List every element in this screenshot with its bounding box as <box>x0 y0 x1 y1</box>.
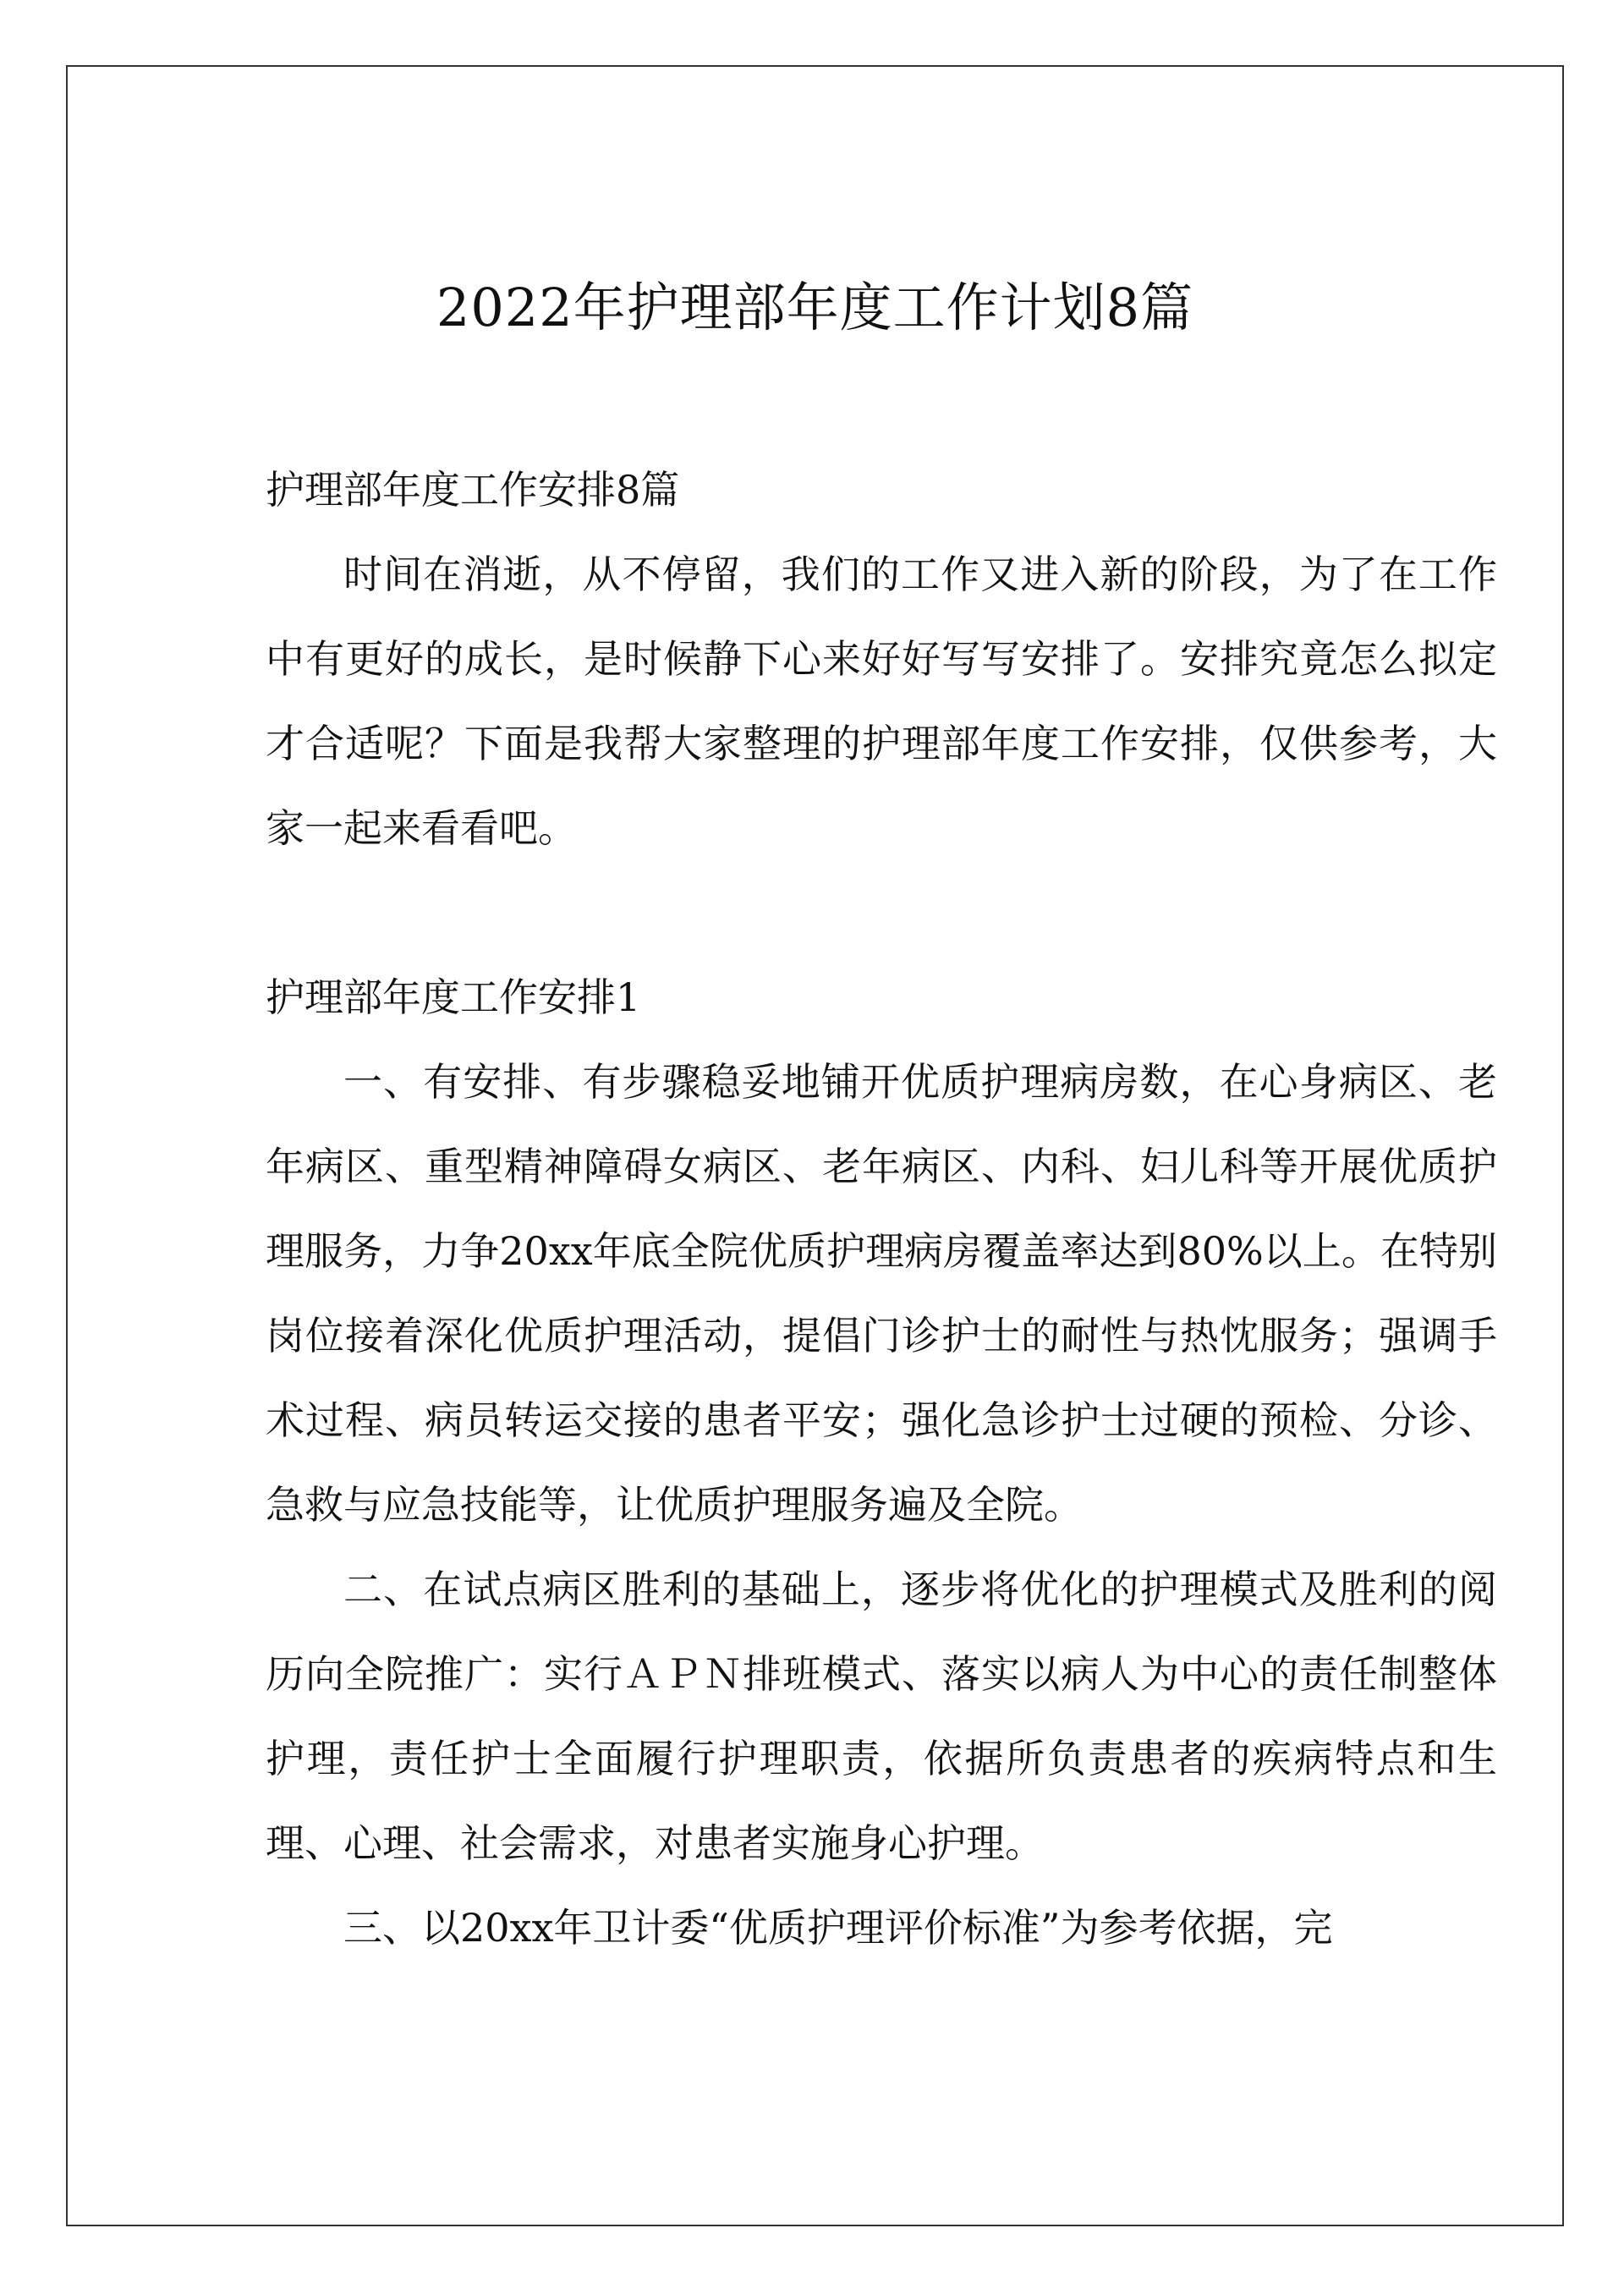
document-subtitle: 护理部年度工作安排8篇 <box>266 467 680 513</box>
page-border <box>66 65 1564 2226</box>
section-spacer <box>266 870 1497 955</box>
document-body <box>266 447 1497 1970</box>
body-paragraph: 一、有安排、有步骤稳妥地铺开优质护理病房数，在心身病区、老年病区、重型精神障碍女病区、老年病区、内科、妇儿科等开展优质护理服务，力争20xx年底全院优质护理病房覆盖率达到80%以上。在特别岗位接着深化优质护理活动，提倡门诊护士的耐性与热忱服务；强调手术过程、病员转运交接的患者平安；强化急诊护士过硬的预检、分诊、急救与应急技能等，让优质护理服务遍及全院。 <box>266 1059 1497 1528</box>
body-paragraph: 三、以20xx年卫计委“优质护理评价标准”为参考依据，完 <box>343 1905 1333 1951</box>
document-title: 2022年护理部年度工作计划8篇 <box>436 277 1194 338</box>
intro-paragraph: 时间在消逝，从不停留，我们的工作又进入新的阶段，为了在工作中有更好的成长，是时候静下心来好好写写安排了。安排究竟怎么拟定才合适呢？下面是我帮大家整理的护理部年度工作安排，仅供参考，大家一起来看看吧。 <box>266 552 1497 851</box>
body-paragraph: 二、在试点病区胜利的基础上，逐步将优化的护理模式及胜利的阅历向全院推广：实行ＡＰＮ排班模式、落实以病人为中心的责任制整体护理，责任护士全面履行护理职责，依据所负责患者的疾病特点和生理、心理、社会需求，对患者实施身心护理。 <box>266 1567 1497 1866</box>
section-heading: 护理部年度工作安排1 <box>266 974 641 1020</box>
